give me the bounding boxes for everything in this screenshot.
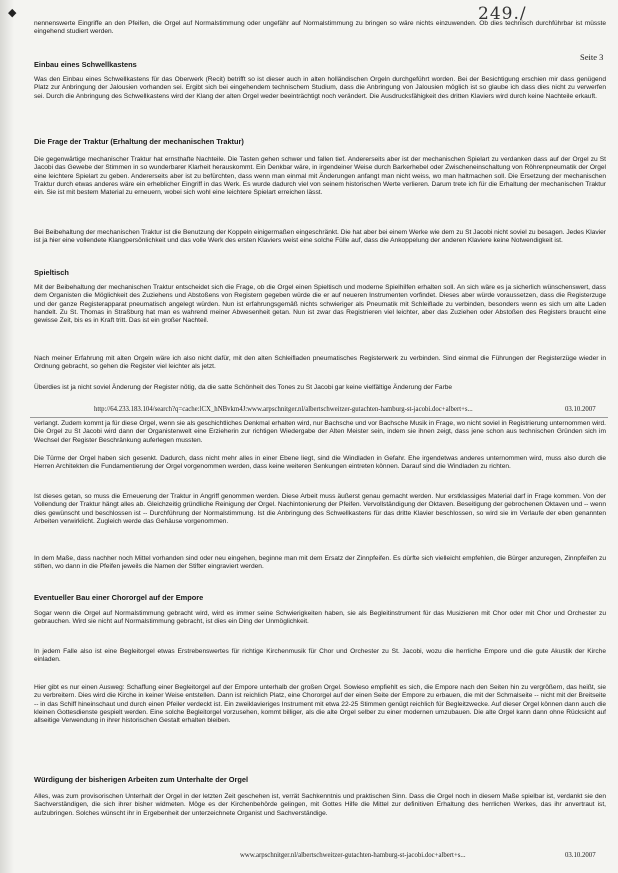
heading-traktur: Die Frage der Traktur (Erhaltung der mechanischen Traktur) [34,137,244,146]
scan-edge-shadow [0,0,17,873]
paragraph-schwellkasten: Was den Einbau eines Schwellkastens für das Oberwerk (Recit) betrifft so ist dieser auch in alten holländischen Orgeln durchgeführt worden. Bei der Besichtigung erschien mir dass genügend Platz zur Anbringung der Jalousien vorhanden sei. Ergibt sich bei eingehendem technischem Studium, dass die Anbringung von Jalousien möglich ist so glaube ich dass dies nicht zu verwerfen sei. Durch die Anbringung des Schwellkastens wird der Klang der alten Orgel weder beeinträchtigt noch verändert. Die Ausdrucksfähigkeit des dritten Klaviers wird durch keine Nachteile erkauft. [34,76,606,100]
paragraph-traktur: Die gegenwärtige mechanischer Traktur hat ernsthafte Nachteile. Die Tasten gehen schwer und fallen tief. Andererseits aber ist der mechanischen Spielart zu verdanken dass auf der Orgel zu St Jacobi das Gewebe der Stimmen in so wunderbarer Klarheit herauskommt. Ein Denkbar wäre, in irgendeiner Weise durch Barkerhebel oder Zwischeneinschaltung von Röhrenpneumatik der Orgel eine leichtere Spielart zu geben. Andererseits aber ist zu befürchten, dass wenn man einmal mit Änderungen anfangt man nicht weiss, wo man haltmachen soll. Die Ersetzung der mechanischen Traktur durch etwas anderes wäre ein erheblicher Eingriff in das Werk. Es wurde dadurch viel von seinem historischen Werte verlieren. Darum trete ich für die Erhaltung der mechanischen Traktur ein. Sie ist mit bestem Material zu erneuern, wobei sich wohl eine leichtere Spielart erreichen lässt. [34,156,606,197]
page-label: Seite 3 [580,52,604,62]
paragraph-intro: nennenswerte Eingriffe an den Pfeifen, die Orgel auf Normalstimmung oder ungefähr auf Normalstimmung zu bringen so wäre nichts einzuwenden. Ob dies technisch durchführbar ist müsste eingehend studiert werden. [34,20,606,36]
heading-schwellkasten: Einbau eines Schwellkastens [34,60,137,69]
paragraph-tuerme: Die Türme der Orgel haben sich gesenkt. Dadurch, dass nicht mehr alles in einer Ebene liegt, sind die Windladen in Gefahr. Ehe irgendetwas anderes unternommen wird, muss also durch die Herren Architekten die Fundamentierung der Orgel vorgenommen werden, dass keine weiteren Senkungen eintreten können. Darauf sind die Windladen zu richten. [34,455,606,471]
paragraph-spieltisch: Mit der Beibehaltung der mechanischen Traktur entscheidet sich die Frage, ob die Orgel einen Spieltisch und moderne Spielhilfen erhalten soll. An sich wäre es ja sicherlich wünschenswert, dass dem Organisten die Möglichkeit des Zuziehens und Abstoßens von Registern gegeben würde die er auf neueren Instrumenten vorfindet. Dieses aber würde voraussetzen, dass die Registerzuge und der ganze Registerapparat pneumatisch angelegt würden. Nun ist erfahrungsgemäß nichts schwieriger als Pneumatik mit Schleiflade zu verbinden, besonders wenn es sich um alte Laden handelt. Zu St. Thomas in Straßburg hat man es wahrend meiner Abwesenheit getan. Nun ist zwar das Registrieren viel leichter, aber das Zuziehen oder Abstoßen des Registers braucht eine gewisse Zeit, bis es in Kraft tritt. Das ist ein großer Nachteil. [34,284,606,325]
paragraph-koppeln: Bei Beibehaltung der mechanischen Traktur ist die Benutzung der Koppeln einigermaßen eingeschränkt. Die hat aber bei einem Werke wie dem zu St Jacobi nicht soviel zu besagen. Jedes Klavier ist ja hier eine vollendete Klangpersönlichkeit und das volle Werk des ersten Klaviers weist eine solche Fülle auf, dass die Ankoppelung der anderen Klaviere keine Notwendigkeit ist. [34,229,606,245]
paragraph-zinnpfeifen: In dem Maße, dass nachher noch Mittel vorhanden sind oder neu eingehen, beginne man mit dem Ersatz der Zinnpfeifen. Es dürfte sich vielleicht empfehlen, die Bürger anzuregen, Zinnpfeifen zu stiften, wo dann in die Pfeifen jeweils die Namen der Stifter eingraviert werden. [34,555,606,571]
paragraph-erfahrung: Nach meiner Erfahrung mit alten Orgeln wäre ich also nicht dafür, mit den alten Schleifladen pneumatisches Registerwerk zu verbinden. Sind einmal die Führungen der Registerzüge wieder in Ordnung gebracht, so gehen die Register viel leichter als jetzt. [34,355,606,371]
footer-date: 03.10.2007 [565,852,596,859]
paragraph-begleitorgel: In jedem Falle also ist eine Begleitorgel etwas Erstrebenswertes für richtige Kirchenmusik für Chor und Orchester zu St. Jacobi, wozu die herrliche Empore und die gute Akustik der Kirche einladen. [34,648,606,664]
heading-wuerdigung: Würdigung der bisherigen Arbeiten zum Unterhalte der Orgel [34,775,249,784]
footer-cache-url: http://64.233.183.104/search?q=cache:lCX_hNBvkm4J:www.arpschnitger.nl/albertschweitzer-gutachten-hamburg-st-jacobi.doc+albert+s... [94,406,473,413]
footer-url: www.arpschnitger.nl/albertschweitzer-gutachten-hamburg-st-jacobi.doc+albert+s... [240,852,466,859]
handwritten-page-number: 249./ [478,4,527,24]
paragraph-zudem: verlangt. Zudem kommt ja für diese Orgel, wenn sie als geschichtliches Denkmal erhalten wird, nur Bachsche und vor Bachsche Musik in Frage, wo nicht soviel in Registrierung unternommen wird. Die Orgel zu St Jacobi wird dann der Organistenwelt eine Erzieherin zur richtigen Wiedergabe der Alten Meister sein, indem sie ihnen zeigt, dass jene schon aus technischen Gründen sich im Wechsel der Register Beschränkung auferlegen mussten. [34,420,606,444]
paragraph-wuerdigung: Alles, was zum provisorischen Unterhalt der Orgel in der letzten Zeit geschehen ist, verrät Sachkenntnis und praktischen Sinn. Dass die Orgel noch in diesem Maße spielbar ist, verdankt sie den Sachverständigen, die sich ihrer bisher widmeten. Möge es der Kirchenbehörde gelingen, mit Gottes Hilfe die Mittel zur definitiven Erhaltung des herrlichen Werkes, das ihr anvertraut ist, aufzubringen. Solches wünscht ihr in Ergebenheit der unterzeichnete Organist und Sachverständige. [34,793,606,817]
paragraph-farbe: Überdies ist ja nicht soviel Änderung der Register nötig, da die satte Schönheit des Tones zu St Jacobi gar keine vielfältige Änderung der Farbe [34,384,453,391]
paragraph-ausweg: Hier gibt es nur einen Ausweg: Schaffung einer Begleitorgel auf der Empore unterhalb der großen Orgel. Sowieso empfiehlt es sich, die Empore nach den Seiten hin zu vergrößern, das heißt, sie zu verbreitern. Dies wird die Kirche in keiner Weise entstellen. Dann ist reichlich Platz, eine Chororgel auf der einen Seite der Empore zu erbauen, die mit der Schmalseite -- nicht mit der Breitseite -- in das Schiff hineinschaut und durch einen Pfeiler verdeckt ist. Ein zweiklavieriges Instrument mit etwa 22-25 Stimmen genügt reichlich für Begleitzwecke. Auf dieser Orgel können dann auch die kleinen Gottesdienste gespielt werden. Eine solche Begleitorgel vorzusehen, kommt billiger, als die alte Orgel selber zu einer modernen umzubauen. Die alte Orgel kann dann ohne Rücksicht auf allseitige Verwendung in ihrer historischen Gestalt erhalten bleiben. [34,684,606,725]
paragraph-erneuerung: Ist dieses getan, so muss die Erneuerung der Traktur in Angriff genommen werden. Diese Arbeit muss äußerst genau gemacht werden. Nur erstklassiges Material darf in Frage kommen. Von der Vollendung der Traktur hängt alles ab. Gleichzeitig gründliche Reinigung der Orgel. Nachintonierung der Pfeifen. Vervollständigung der Oktaven. Beseitigung der gebrochenen Oktaven und -- wenn dies gewünscht und beschlossen ist -- Durchführung der Normalstimmung. Ist die Anbringung des Schwellkastens für das dritte Klavier beschlossen, so wird sie im Verlaufe der eben genannten Arbeiten verwirklicht. Zugleich werde das Gehäuse vorgenommen. [34,493,606,525]
heading-spieltisch: Spieltisch [34,268,69,277]
page-break-rule [30,417,608,418]
footer-cache-date: 03.10.2007 [565,406,596,413]
heading-chororgel: Eventueller Bau einer Chororgel auf der Empore [34,593,204,602]
corner-mark: ◆ [8,7,17,19]
paragraph-chororgel: Sogar wenn die Orgel auf Normalstimmung gebracht wird, wird es immer seine Schwierigkeiten haben, sie als Begleitinstrument für das Musizieren mit Chor oder mit Chor und Orchester zu gebrauchen. Wird sie nicht auf Normalstimmung gebracht, ist dies ein Ding der Unmöglichkeit. [34,610,606,626]
